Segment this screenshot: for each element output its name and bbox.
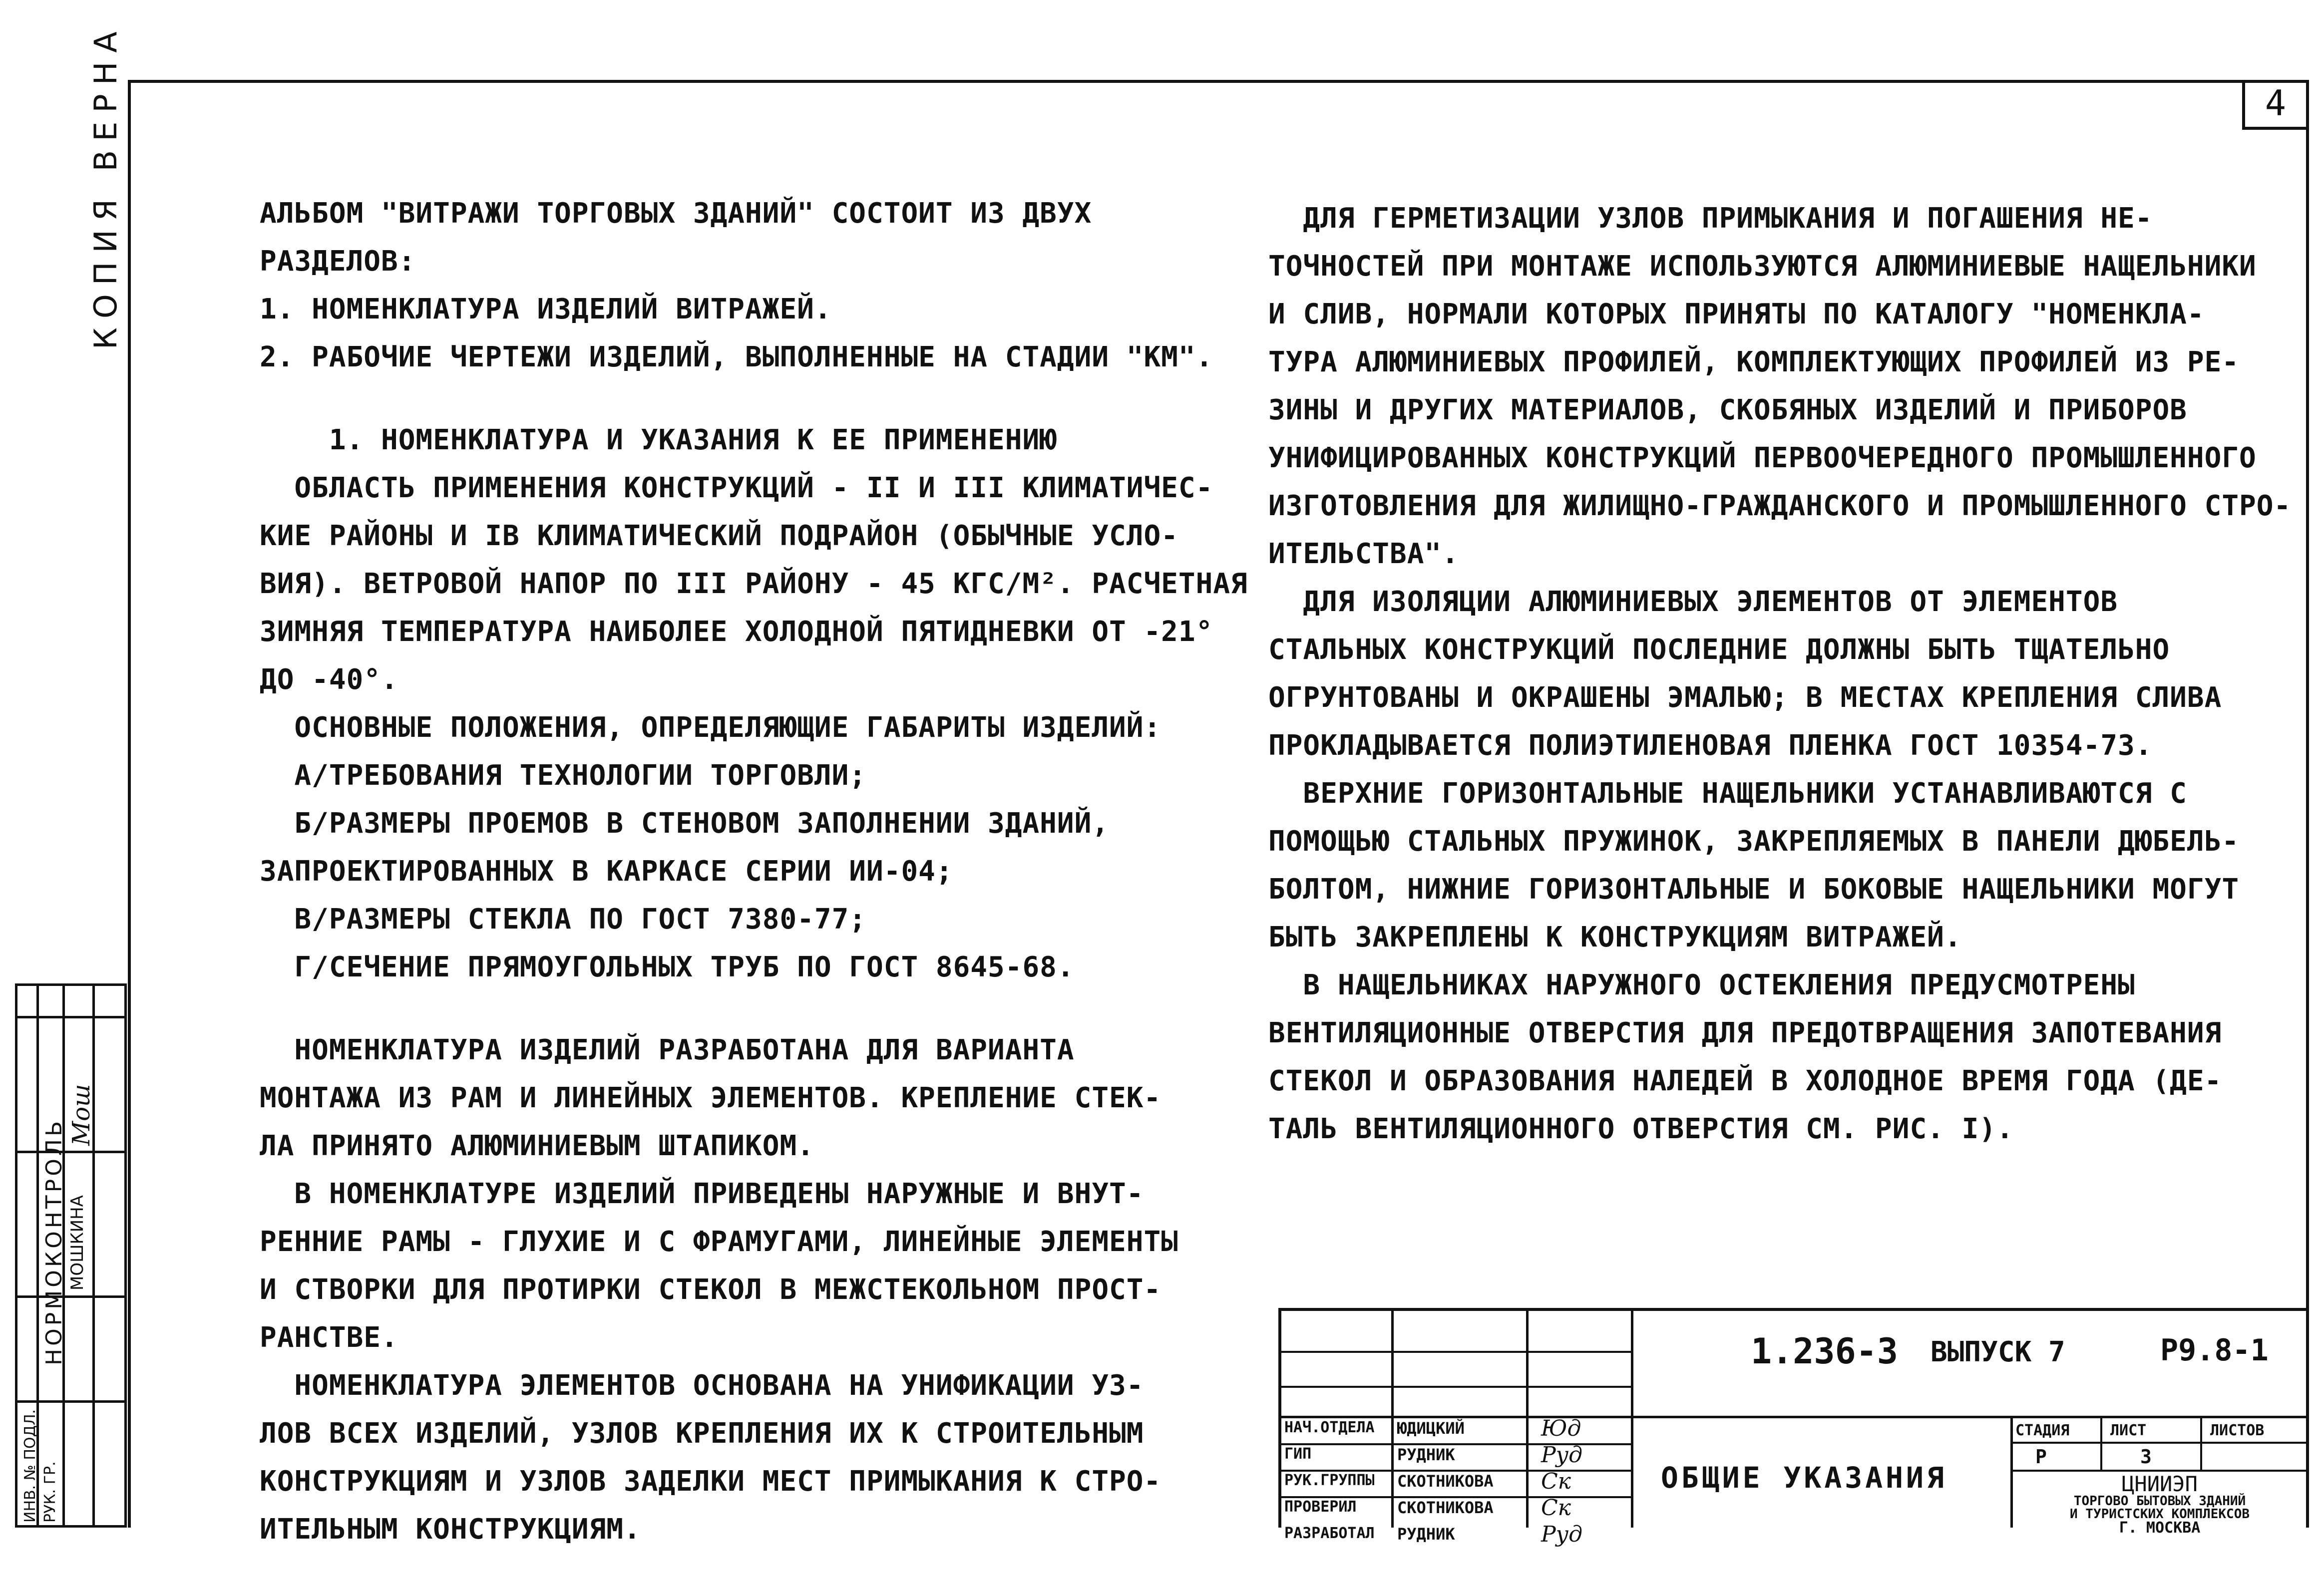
text-line: Г/СЕЧЕНИЕ ПРЯМОУГОЛЬНЫХ ТРУБ ПО ГОСТ 8645-68. [260,951,1075,983]
signature-mark: Ск [1541,1469,1571,1494]
text-line: В НОМЕНКЛАТУРЕ ИЗДЕЛИЙ ПРИВЕДЕНЫ НАРУЖНЫЕ И ВНУТ- [260,1178,1144,1210]
org-city: Г. МОСКВА [2119,1519,2201,1537]
signature-name: СКОТНИКОВА [1397,1498,1494,1517]
text-line: ВЕНТИЛЯЦИОННЫЕ ОТВЕРСТИЯ ДЛЯ ПРЕДОТВРАЩЕНИЯ ЗАПОТЕВАНИЯ [1268,1017,2222,1049]
right-text-column [1268,195,2292,1153]
text-line: ДО -40°. [260,663,398,696]
signature-role: НАЧ.ОТДЕЛА [1284,1419,1375,1436]
text-line: ЛОВ ВСЕХ ИЗДЕЛИЙ, УЗЛОВ КРЕПЛЕНИЯ ИХ К СТРОИТЕЛЬНЫМ [260,1417,1144,1450]
signature-role: ГИП [1284,1445,1312,1463]
page-number: 4 [2242,80,2306,130]
text-line: РАНСТВЕ. [260,1321,398,1354]
text-line: ОСНОВНЫЕ ПОЛОЖЕНИЯ, ОПРЕДЕЛЯЮЩИЕ ГАБАРИТЫ ИЗДЕЛИЙ: [260,711,1162,744]
text-line: ТАЛЬ ВЕНТИЛЯЦИОННОГО ОТВЕРСТИЯ СМ. РИС. I). [1268,1113,2014,1145]
text-line: ТОЧНОСТЕЙ ПРИ МОНТАЖЕ ИСПОЛЬЗУЮТСЯ АЛЮМИНИЕВЫЕ НАЩЕЛЬНИКИ [1268,250,2257,283]
org-name: ЦНИИЭП [2122,1472,2198,1496]
text-line: СТАЛЬНЫХ КОНСТРУКЦИЙ ПОСЛЕДНИЕ ДОЛЖНЫ БЫТЬ ТЩАТЕЛЬНО [1268,634,2170,666]
signature-role: РАЗРАБОТАЛ [1284,1525,1375,1542]
text-line: АЛЬБОМ "ВИТРАЖИ ТОРГОВЫХ ЗДАНИЙ" СОСТОИТ ИЗ ДВУХ [260,197,1092,230]
text-line: КИЕ РАЙОНЫ И IВ КЛИМАТИЧЕСКИЙ ПОДРАЙОН (ОБЫЧНЫЕ УСЛО- [260,520,1178,552]
text-line: НОМЕНКЛАТУРА ИЗДЕЛИЙ РАЗРАБОТАНА ДЛЯ ВАРИАНТА [260,1034,1075,1066]
text-line: НОМЕНКЛАТУРА ЭЛЕМЕНТОВ ОСНОВАНА НА УНИФИКАЦИИ УЗ- [260,1369,1144,1402]
org-line-1: ТОРГОВО БЫТОВЫХ ЗДАНИЙ [2073,1494,2246,1509]
norm-control-label: НОРМОКОНТРОЛЬ [41,1118,67,1365]
text-line: КОНСТРУКЦИЯМ И УЗЛОВ ЗАДЕЛКИ МЕСТ ПРИМЫКАНИЯ К СТРО- [260,1465,1162,1498]
text-line: ИТЕЛЬСТВА". [1268,538,1459,570]
organization-stamp [2013,1474,2306,1536]
text-line: ИТЕЛЬНЫМ КОНСТРУКЦИЯМ. [260,1513,641,1546]
signature-name: СКОТНИКОВА [1397,1472,1494,1491]
document-code: 1.236-3 [1751,1331,1899,1372]
signature-mark: Ск [1541,1495,1571,1521]
signature-mark: Юд [1541,1416,1581,1441]
left-text-column [260,190,1248,1554]
text-line: ЗИМНЯЯ ТЕМПЕРАТУРА НАИБОЛЕЕ ХОЛОДНОЙ ПЯТИДНЕВКИ ОТ -21° [260,616,1213,648]
text-line: ОБЛАСТЬ ПРИМЕНЕНИЯ КОНСТРУКЦИЙ - II И III КЛИМАТИЧЕС- [260,472,1213,504]
norm-control-signature: Мош [67,1084,95,1146]
text-line: Б/РАЗМЕРЫ ПРОЕМОВ В СТЕНОВОМ ЗАПОЛНЕНИИ ЗДАНИЙ, [260,807,1110,840]
stage-label: СТАДИЯ [2015,1422,2070,1439]
text-line: ДЛЯ ИЗОЛЯЦИИ АЛЮМИНИЕВЫХ ЭЛЕМЕНТОВ ОТ ЭЛЕМЕНТОВ [1268,586,2118,618]
signature-role: РУК.ГРУППЫ [1284,1472,1375,1489]
text-line: МОНТАЖА ИЗ РАМ И ЛИНЕЙНЫХ ЭЛЕМЕНТОВ. КРЕПЛЕНИЕ СТЕК- [260,1082,1162,1114]
text-line: И СЛИВ, НОРМАЛИ КОТОРЫХ ПРИНЯТЫ ПО КАТАЛОГУ "НОМЕНКЛА- [1268,298,2205,330]
text-line: В/РАЗМЕРЫ СТЕКЛА ПО ГОСТ 7380-77; [260,903,867,936]
text-line: РЕННИЕ РАМЫ - ГЛУХИЕ И С ФРАМУГАМИ, ЛИНЕЙНЫЕ ЭЛЕМЕНТЫ [260,1226,1178,1258]
text-line: БОЛТОМ, НИЖНИЕ ГОРИЗОНТАЛЬНЫЕ И БОКОВЫЕ НАЩЕЛЬНИКИ МОГУТ [1268,873,2240,906]
text-line: ДЛЯ ГЕРМЕТИЗАЦИИ УЗЛОВ ПРИМЫКАНИЯ И ПОГАШЕНИЯ НЕ- [1268,202,2153,235]
signature-name: ЮДИЦКИЙ [1397,1419,1465,1438]
title-block [1278,1308,2306,1547]
text-line: РАЗДЕЛОВ: [260,245,416,278]
copy-verified-stamp: КОПИЯ ВЕРНА [87,22,124,349]
text-line: 1. НОМЕНКЛАТУРА ИЗДЕЛИЙ ВИТРАЖЕЙ. [260,293,832,325]
inv-number-label: ИНВ. № ПОДЛ. [21,1409,39,1523]
signature-mark: Руд [1541,1522,1583,1547]
text-line [260,381,1119,416]
text-line: ИЗГОТОВЛЕНИЯ ДЛЯ ЖИЛИЩНО-ГРАЖДАНСКОГО И ПРОМЫШЛЕННОГО СТРО- [1268,490,2292,522]
sheet-code: Р9.8-1 [2160,1333,2269,1368]
issue-number: ВЫПУСК 7 [1931,1336,2065,1368]
norm-control-name: МОШКИНА [67,1195,87,1290]
signature-role: ПРОВЕРИЛ [1284,1498,1357,1516]
text-line: ОГРУНТОВАНЫ И ОКРАШЕНЫ ЭМАЛЬЮ; В МЕСТАХ КРЕПЛЕНИЯ СЛИВА [1268,681,2222,714]
sheet-value: 3 [2140,1446,2152,1468]
sheets-label: ЛИСТОВ [2210,1422,2265,1439]
text-line: ВЕРХНИЕ ГОРИЗОНТАЛЬНЫЕ НАЩЕЛЬНИКИ УСТАНАВЛИВАЮТСЯ С [1268,777,2187,810]
text-line: И СТВОРКИ ДЛЯ ПРОТИРКИ СТЕКОЛ В МЕЖСТЕКОЛЬНОМ ПРОСТ- [260,1273,1162,1306]
sheet-label: ЛИСТ [2110,1422,2147,1439]
text-line: 1. НОМЕНКЛАТУРА И УКАЗАНИЯ К ЕЕ ПРИМЕНЕНИЮ [260,424,1057,456]
org-line-2: И ТУРИСТСКИХ КОМПЛЕКСОВ [2069,1507,2250,1522]
stage-value: Р [2035,1446,2047,1468]
signature-mark: Руд [1541,1442,1583,1468]
text-line: ТУРА АЛЮМИНИЕВЫХ ПРОФИЛЕЙ, КОМПЛЕКТУЮЩИХ ПРОФИЛЕЙ ИЗ РЕ- [1268,346,2240,378]
text-line: ЗИНЫ И ДРУГИХ МАТЕРИАЛОВ, СКОБЯНЫХ ИЗДЕЛИЙ И ПРИБОРОВ [1268,394,2187,426]
text-line: ЗАПРОЕКТИРОВАННЫХ В КАРКАСЕ СЕРИИ ИИ-04; [260,855,953,888]
text-line: А/ТРЕБОВАНИЯ ТЕХНОЛОГИИ ТОРГОВЛИ; [260,759,867,792]
signature-name: РУДНИК [1397,1445,1455,1464]
text-line: ПРОКЛАДЫВАЕТСЯ ПОЛИЭТИЛЕНОВАЯ ПЛЕНКА ГОСТ 10354-73. [1268,729,2153,762]
sheet-title: ОБЩИЕ УКАЗАНИЯ [1661,1461,1947,1495]
signature-name: РУДНИК [1397,1525,1455,1544]
text-line: ВИЯ). ВЕТРОВОЙ НАПОР ПО III РАЙОНУ - 45 КГС/М². РАСЧЕТНАЯ [260,568,1248,600]
group-head-label: РУК. ГР. [41,1461,59,1523]
text-line [260,991,1119,1026]
text-line: ЛА ПРИНЯТО АЛЮМИНИЕВЫМ ШТАПИКОМ. [260,1130,814,1162]
text-line: В НАЩЕЛЬНИКАХ НАРУЖНОГО ОСТЕКЛЕНИЯ ПРЕДУСМОТРЕНЫ [1268,969,2135,1001]
text-line: СТЕКОЛ И ОБРАЗОВАНИЯ НАЛЕДЕЙ В ХОЛОДНОЕ ВРЕМЯ ГОДА (ДЕ- [1268,1065,2222,1097]
text-line: УНИФИЦИРОВАННЫХ КОНСТРУКЦИЙ ПЕРВООЧЕРЕДНОГО ПРОМЫШЛЕННОГО [1268,442,2257,474]
side-control-strip [15,983,127,1528]
text-line: БЫТЬ ЗАКРЕПЛЕНЫ К КОНСТРУКЦИЯМ ВИТРАЖЕЙ. [1268,921,1962,953]
text-line: ПОМОЩЬЮ СТАЛЬНЫХ ПРУЖИНОК, ЗАКРЕПЛЯЕМЫХ В ПАНЕЛИ ДЮБЕЛЬ- [1268,825,2240,858]
text-line: 2. РАБОЧИЕ ЧЕРТЕЖИ ИЗДЕЛИЙ, ВЫПОЛНЕННЫЕ НА СТАДИИ "КМ". [260,341,1213,373]
